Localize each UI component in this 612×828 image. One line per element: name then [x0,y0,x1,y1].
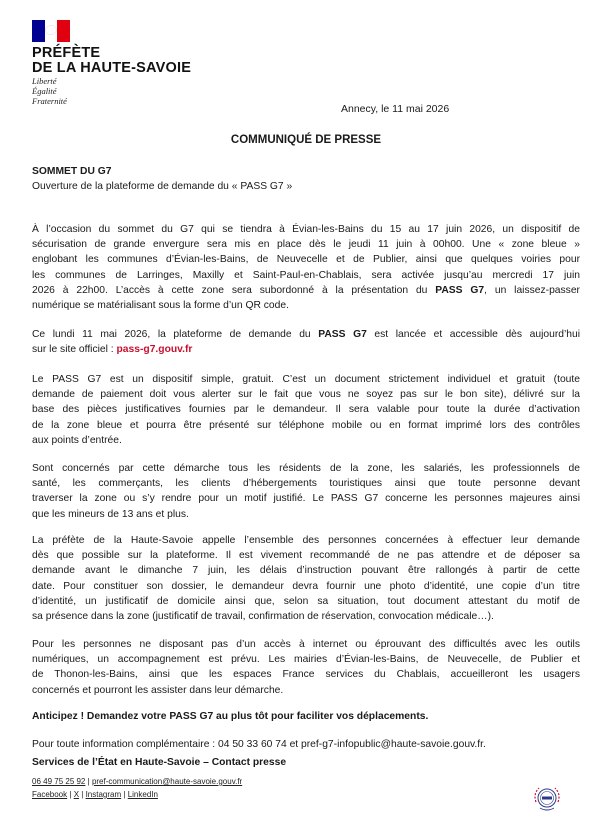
paragraph-line [32,283,580,298]
paragraph-line: santé, les commerçants, les clients d’hébergements touristiques ainsi que toute personne devant [32,478,580,490]
paragraph-2 [32,327,580,357]
footer-email-link[interactable]: pref-communication@haute-savoie.gouv.fr [91,777,243,786]
text-segment: , un laissez-passer [484,284,580,296]
paragraph-line: dès que possible sur la plateforme. Il est vivement recommandé de ne pas attendre et de déposer sa [32,550,580,562]
paragraph-line: Le PASS G7 est un dispositif simple, gratuit. C’est un document strictement individuel et gratuit (toute [32,374,580,385]
paragraph-line: numériques, un accompagnement est prévu. Les mairies d’Évian-les-Bains, de Neuvecelle, de Publier et [32,654,580,666]
paragraph-4 [32,461,580,522]
paragraph-line: Pour les personnes ne disposant pas d’un accès à internet ou éprouvant des difficultés avec les outils [32,639,580,650]
paragraph-line: concernés et pourront les assister dans leur démarche. [32,684,284,696]
paragraph-line: date. Pour constituer son dossier, le demandeur devra fournir une photo d’identité, une copie d’un titre [32,580,580,592]
prefecture-line1: PRÉFÈTE [32,45,101,61]
official-site-link[interactable]: pass-g7.gouv.fr [116,344,193,356]
paragraph-line: de Thonon-les-Bains, ainsi que les espaces France services du Chablais, accueilleront les usagers [32,669,580,681]
instagram-link[interactable]: Instagram [85,790,122,799]
paragraph-line [32,327,580,342]
motto [32,76,67,106]
paragraph-line: demande de paiement doit vous alerter sur le fait que vous ne soyez pas sur le bon site), délivré sur la [32,389,580,401]
footer-separator: | [69,790,72,799]
contact-info [32,737,580,752]
pass-g7-emphasis: PASS G7 [435,284,485,296]
paragraph-line: sécurisation de grande envergure sera mis en place dès le jeudi 11 juin à 00h00. Une « zone bleue » [32,239,580,251]
subject-subtitle: Ouverture de la plateforme de demande du « PASS G7 » [32,181,293,192]
motto-egalite: Égalité [32,86,57,96]
prefecture-line2: DE LA HAUTE-SAVOIE [32,60,192,76]
footer-contact-line [32,777,242,786]
page-title: COMMUNIQUÉ DE PRESSE [230,134,382,146]
dateline: Annecy, le 11 mai 2026 [341,103,450,115]
paragraph-6 [32,637,580,698]
motto-fraternite: Fraternité [32,96,67,106]
paragraph-line: aux points d’entrée. [32,434,122,446]
paragraph-1 [32,222,580,313]
footer-title: Services de l’État en Haute-Savoie – Contact presse [32,757,287,768]
paragraph-line: À l’occasion du sommet du G7 qui se tiendra à Évian-les-Bains du 15 au 17 juin 2026, un dispositif de [32,224,580,235]
call-to-action-text: Anticipez ! Demandez votre PASS G7 au plus tôt pour faciliter vos déplacements. [32,711,429,722]
footer-phone-link[interactable]: 06 49 75 25 92 [32,777,86,786]
paragraph-line: base des pièces justificatives fournies par le demandeur. Il sera valable pour toute la durée d’activation [32,404,580,416]
text-segment: est lancée et accessible dès aujourd’hui [366,329,580,340]
paragraph-line: d’identité, un justificatif de domicile ainsi que, selon sa situation, tout document attestant du motif de [32,595,580,607]
paragraph-line: les communes de Larringes, Maxilly et Saint-Paul-en-Chablais, sera activée jusqu’au mercredi 17 juin [32,269,580,281]
text-segment: 2026 à 22h00. L’accès à cette zone sera subordonné à la présentation du [32,284,436,296]
paragraph-line: Sont concernés par cette démarche tous les résidents de la zone, les salariés, les professionnels de [32,463,580,474]
x-link[interactable]: X [73,790,80,799]
paragraph-3 [32,372,580,448]
footer-separator: | [123,790,126,799]
contact-info-text: Pour toute information complémentaire : 04 50 33 60 74 et pref-g7-infopublic@haute-savoie.gouv.fr. [32,739,486,750]
footer-separator: | [81,790,84,799]
footer-separator: | [87,777,90,786]
motto-liberte: Liberté [32,76,57,86]
paragraph-line: de la zone bleue et pourra être présenté sur téléphone mobile ou en format imprimé lors des contrôles [32,419,580,431]
facebook-link[interactable]: Facebook [32,790,68,799]
paragraph-line [32,342,580,357]
prefecture-name [32,46,191,76]
paragraph-5 [32,533,580,624]
paragraph-line: que les mineurs de 13 ans et plus. [32,508,189,520]
pass-g7-emphasis: PASS G7 [318,329,367,340]
paragraph-line: numérique se matérialisant sous la forme d’un QR code. [32,300,289,312]
subject-heading: SOMMET DU G7 [32,166,112,177]
paragraph-line: La préfète de la Haute-Savoie appelle l’ensemble des personnes concernées à effectuer leur demande [32,535,580,546]
paragraph-line: englobant les communes d’Évian-les-Bains, de Neuvecelle et de Publier, ainsi que quelques voiries pour [32,254,580,266]
paragraph-line: sa présence dans la zone (justificatif de travail, confirmation de réservation, convocation médicale…). [32,611,494,623]
linkedin-link[interactable]: LinkedIn [127,790,158,799]
text-segment: Ce lundi 11 mai 2026, la plateforme de demande du [32,329,319,340]
paragraph-line: traverser la zone ou s’y rendre pour un motif justifié. Le PASS G7 concerne les personnes majeures ainsi [32,493,580,505]
republique-flag-icon [32,20,70,42]
call-to-action [32,709,580,724]
footer-social-line [32,790,158,799]
paragraph-line: demande avant le dimanche 7 juin, les délais d’instruction pouvant être rallongés à partir de cette [32,565,580,577]
label-qualite-icon [530,782,564,816]
text-segment: sur le site officiel : [32,344,117,356]
